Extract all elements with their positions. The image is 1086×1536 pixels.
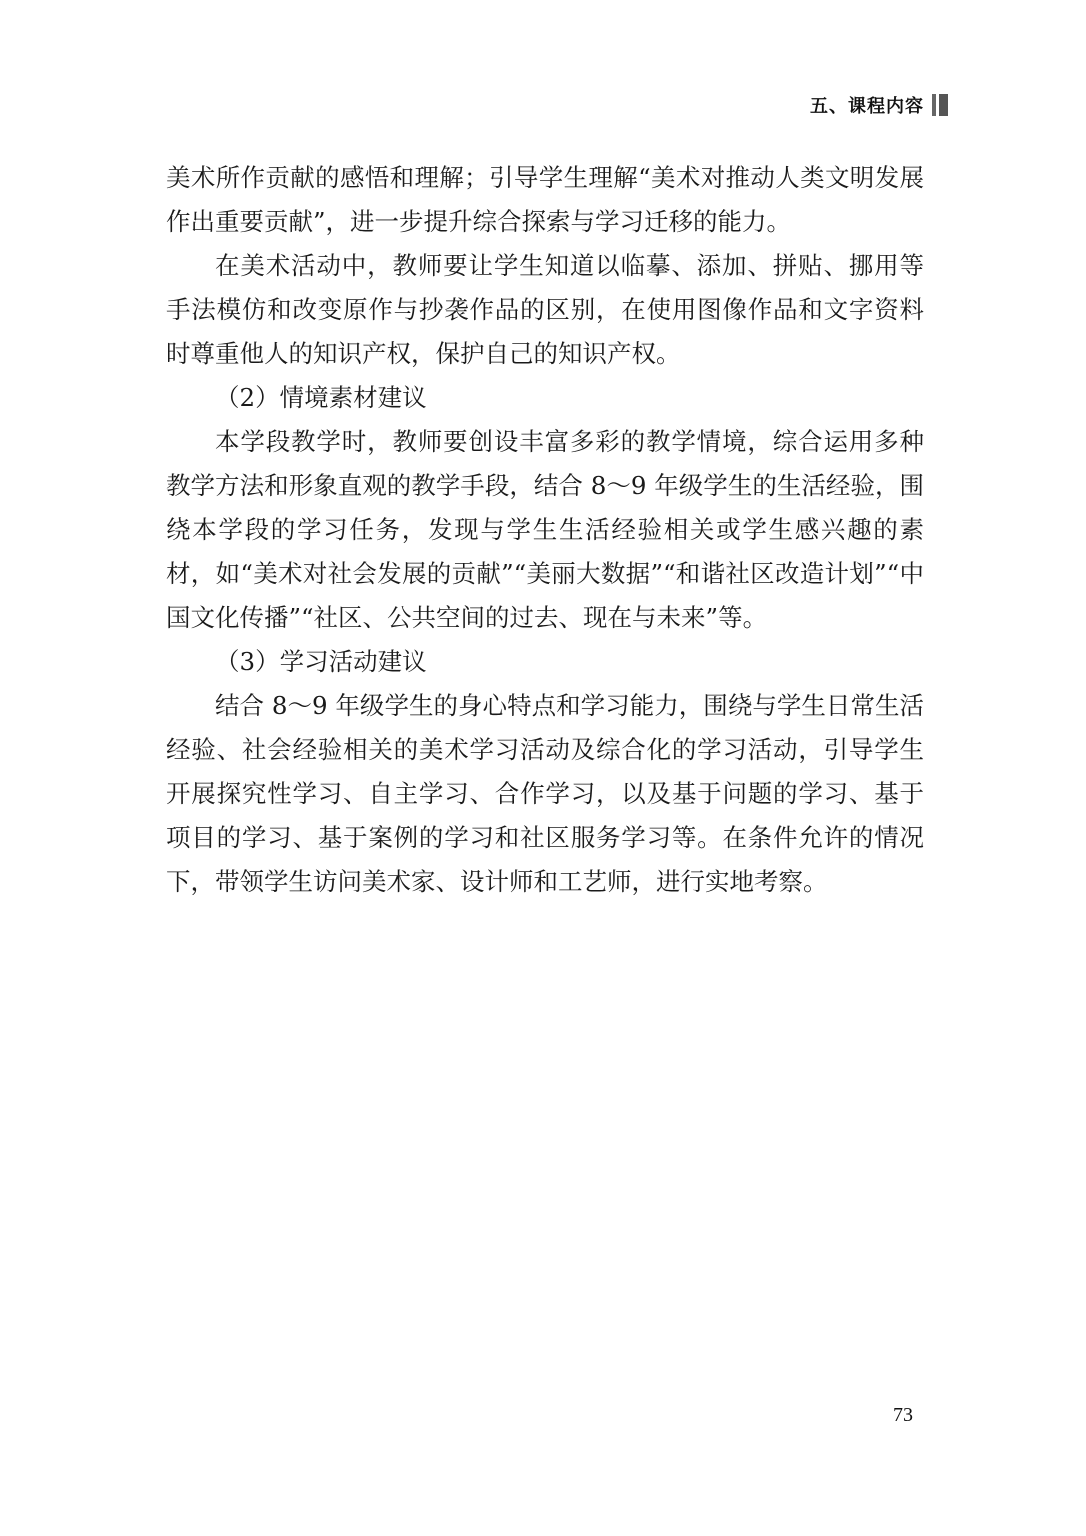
page-body — [166, 156, 924, 904]
paragraph-learning-activities: 结合 8～9 年级学生的身心特点和学习能力，围绕与学生日常生活经验、社会经验相关的美术学习活动及综合化的学习活动，引导学生开展探究性学习、自主学习、合作学习，以及基于问题的学习、基于项目的学习、基于案例的学习和社区服务学习等。在条件允许的情况下，带领学生访问美术家、设计师和工艺师，进行实地考察。 — [166, 691, 924, 896]
section-title: 五、课程内容 — [810, 96, 924, 117]
paragraph-continuation: 美术所作贡献的感悟和理解；引导学生理解“美术对推动人类文明发展作出重要贡献”，进一步提升综合探索与学习迁移的能力。 — [166, 163, 924, 236]
paragraph-situation-materials: 本学段教学时，教师要创设丰富多彩的教学情境，综合运用多种教学方法和形象直观的教学手段，结合 8～9 年级学生的生活经验，围绕本学段的学习任务，发现与学生生活经验相关或学生感兴趣的素材，如“美术对社会发展的贡献”“美丽大数据”“和谐社区改造计划”“中国文化传播”“社区、公共空间的过去、现在与未来”等。 — [166, 427, 924, 632]
paragraph-copyright: 在美术活动中，教师要让学生知道以临摹、添加、拼贴、挪用等手法模仿和改变原作与抄袭作品的区别，在使用图像作品和文字资料时尊重他人的知识产权，保护自己的知识产权。 — [166, 251, 924, 368]
header-bars-decoration — [932, 94, 948, 116]
header-bar-thick — [939, 94, 948, 116]
running-header — [810, 92, 948, 118]
subheading-situation-materials: （2）情境素材建议 — [215, 383, 427, 412]
page-number: 73 — [893, 1404, 913, 1426]
header-bar-thin — [932, 94, 936, 116]
subheading-learning-activities: （3）学习活动建议 — [215, 647, 427, 676]
